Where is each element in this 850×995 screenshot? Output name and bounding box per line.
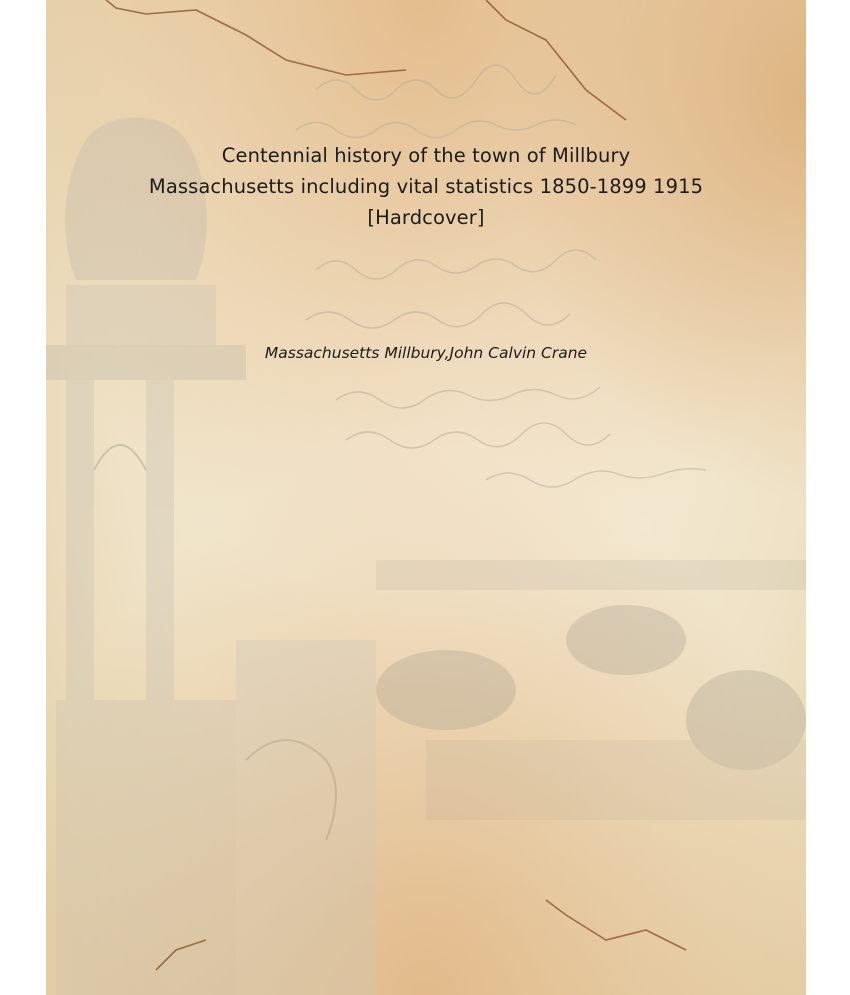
book-cover xyxy=(46,0,806,995)
book-author: Massachusetts Millbury,John Calvin Crane xyxy=(264,344,588,362)
book-title-line-1: Centennial history of the town of Millbury xyxy=(221,144,631,167)
book-title xyxy=(46,140,806,233)
book-title-line-3: [Hardcover] xyxy=(367,206,485,229)
book-title-line-2: Massachusetts including vital statistics 1850-1899 1915 xyxy=(148,175,704,198)
